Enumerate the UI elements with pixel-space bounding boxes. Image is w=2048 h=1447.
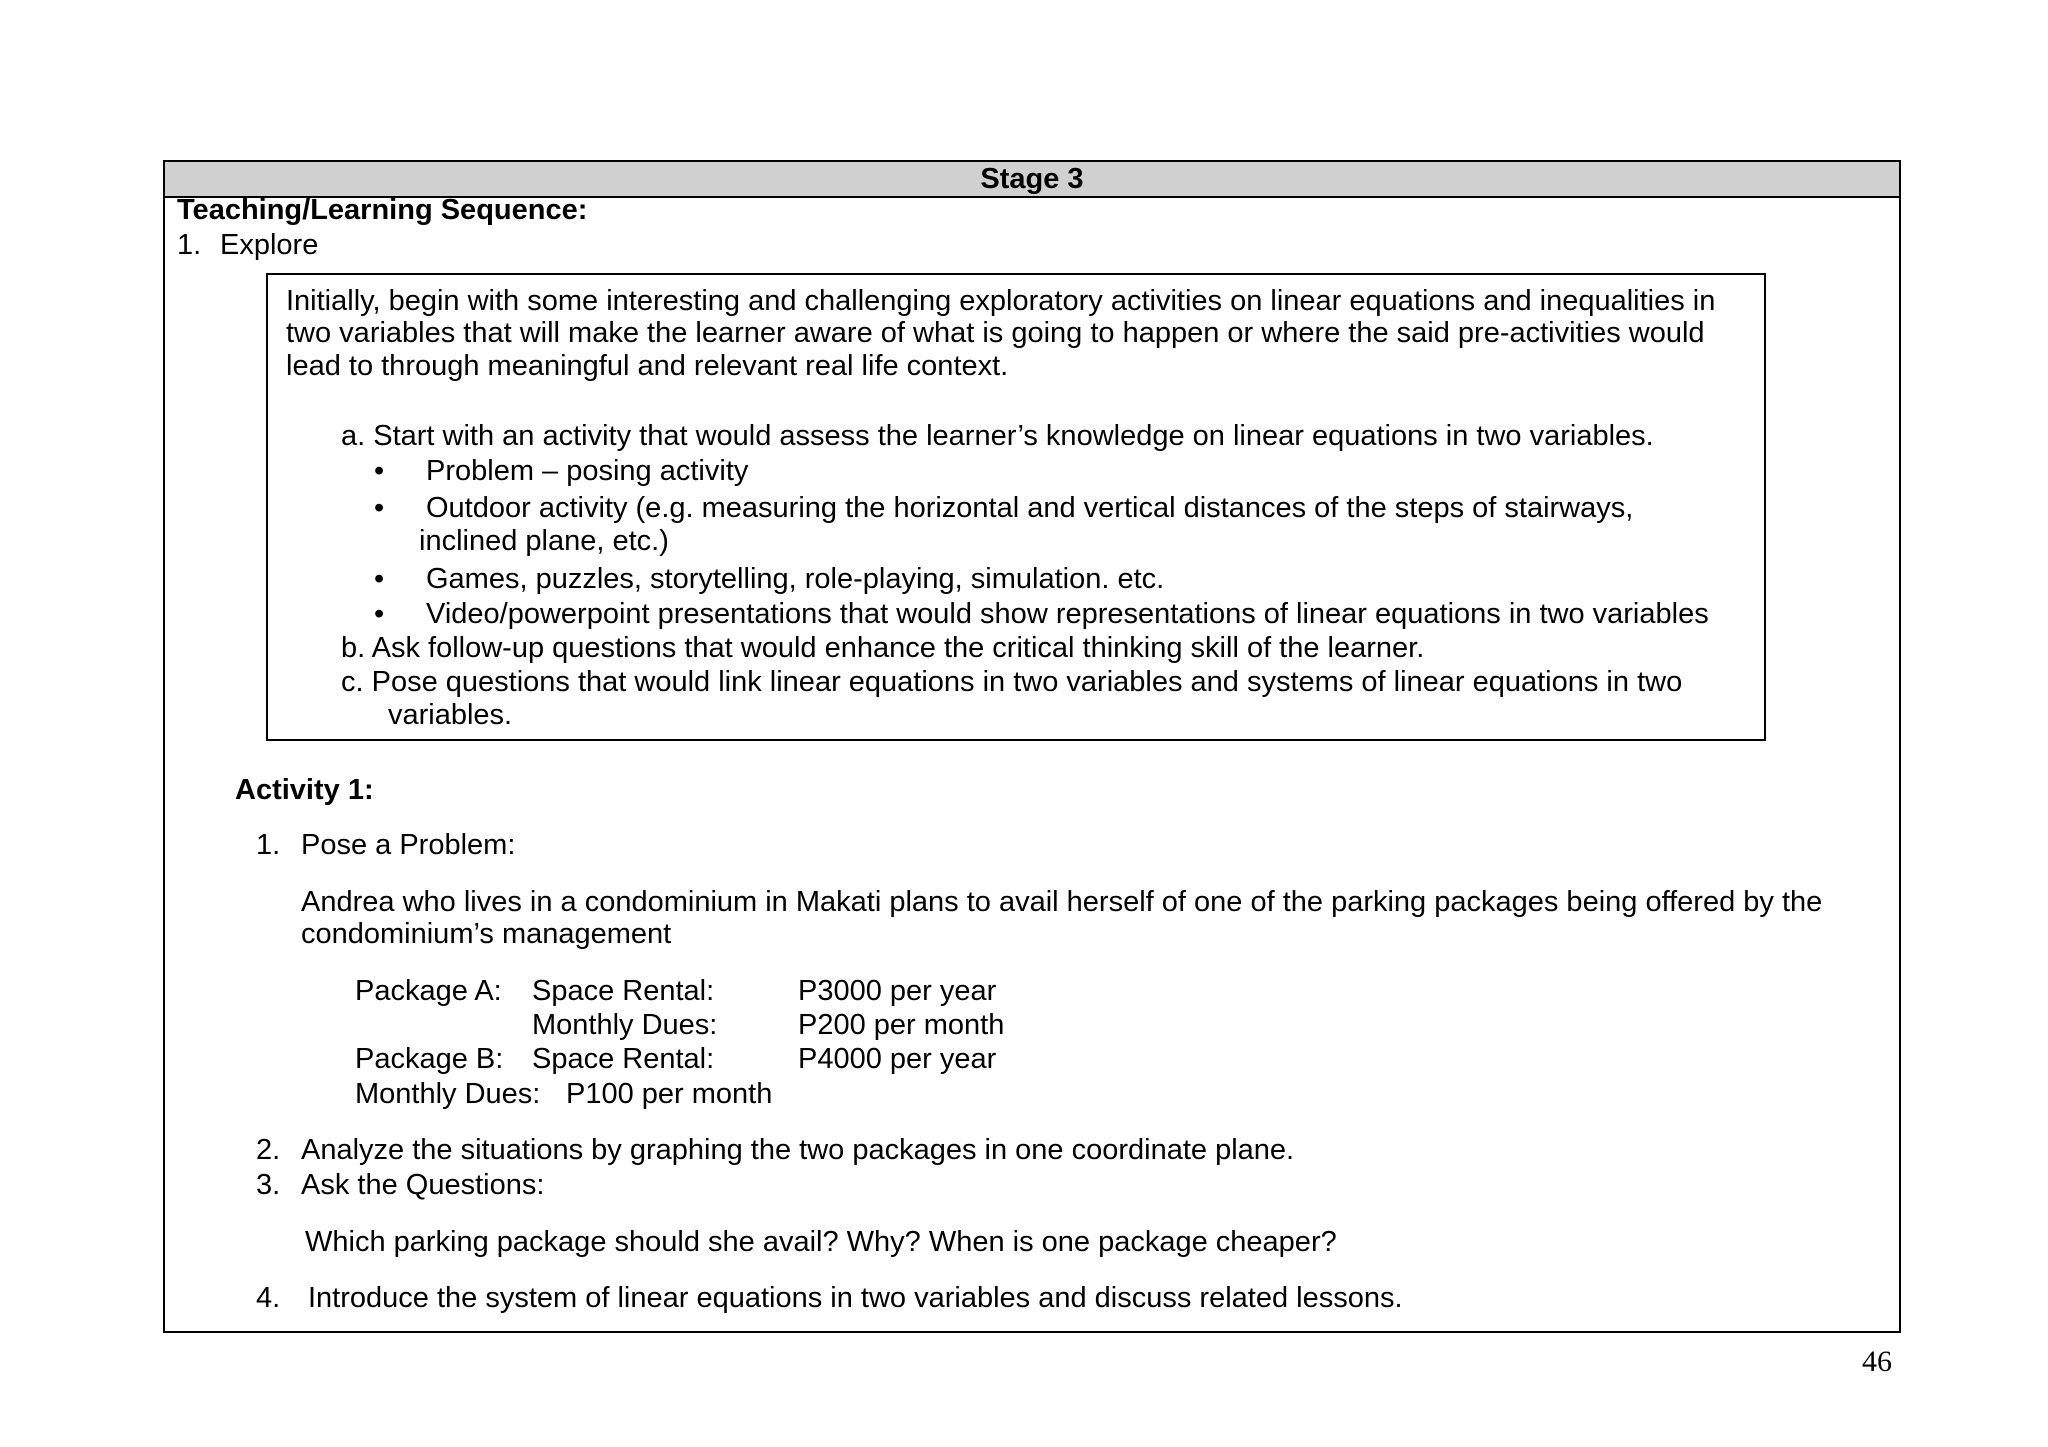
package-a-label: Package A:: [355, 975, 502, 1007]
step-label: Pose a Problem:: [301, 829, 516, 861]
package-b-monthly-dues-value: P100 per month: [566, 1078, 773, 1110]
bullet-item: Outdoor activity (e.g. measuring the horizontal and vertical distances of the steps of stairways,: [426, 492, 1634, 524]
bullet-icon: •: [374, 598, 385, 630]
explore-number: 1.: [177, 229, 202, 261]
intro-item-c-continuation: variables.: [388, 699, 513, 731]
activity-title: Activity 1:: [235, 774, 374, 806]
package-b-space-rental-label: Space Rental:: [532, 1043, 715, 1075]
step-label: Analyze the situations by graphing the two packages in one coordinate plane.: [301, 1134, 1295, 1166]
step-label: Introduce the system of linear equations in two variables and discuss related lessons.: [308, 1282, 1403, 1314]
step-label: Ask the Questions:: [301, 1169, 545, 1201]
bullet-item-continuation: inclined plane, etc.): [419, 525, 669, 557]
page-number: 46: [1862, 1345, 1892, 1378]
intro-item-b: b. Ask follow-up questions that would enhance the critical thinking skill of the learner.: [341, 632, 1425, 664]
intro-paragraph-line: two variables that will make the learner aware of what is going to happen or where the said pre-activities would: [286, 317, 1705, 349]
package-a-monthly-dues-label: Monthly Dues:: [532, 1009, 718, 1041]
package-b-label: Package B:: [355, 1043, 504, 1075]
package-b-monthly-dues-label: Monthly Dues:: [355, 1078, 541, 1110]
intro-item-c: c. Pose questions that would link linear equations in two variables and systems of linear equations in two: [341, 666, 1683, 698]
intro-item-a: a. Start with an activity that would assess the learner’s knowledge on linear equations in two variables.: [341, 420, 1654, 452]
package-a-monthly-dues-value: P200 per month: [798, 1009, 1005, 1041]
package-a-space-rental-label: Space Rental:: [532, 975, 715, 1007]
step-number: 2.: [256, 1134, 281, 1166]
stage-header: Stage 3: [165, 162, 1899, 198]
questions-text: Which parking package should she avail? Why? When is one package cheaper?: [305, 1226, 1337, 1258]
problem-line: condominium’s management: [301, 918, 672, 950]
step-number: 3.: [256, 1169, 281, 1201]
problem-line: Andrea who lives in a condominium in Makati plans to avail herself of one of the parking packages being offered by the: [301, 886, 1823, 918]
step-number: 4.: [256, 1282, 281, 1314]
bullet-item: Problem – posing activity: [426, 455, 749, 487]
intro-paragraph-line: Initially, begin with some interesting and challenging exploratory activities on linear equations and inequalities in: [286, 285, 1716, 317]
bullet-item: Video/powerpoint presentations that would show representations of linear equations in two variables: [426, 598, 1709, 630]
sequence-title: Teaching/Learning Sequence:: [177, 194, 588, 226]
bullet-icon: •: [374, 492, 385, 524]
package-b-space-rental-value: P4000 per year: [798, 1043, 997, 1075]
step-number: 1.: [256, 829, 281, 861]
bullet-item: Games, puzzles, storytelling, role-playing, simulation. etc.: [426, 563, 1165, 595]
bullet-icon: •: [374, 455, 385, 487]
intro-paragraph-line: lead to through meaningful and relevant real life context.: [286, 350, 1009, 382]
explore-label: Explore: [220, 229, 319, 261]
package-a-space-rental-value: P3000 per year: [798, 975, 997, 1007]
bullet-icon: •: [374, 563, 385, 595]
